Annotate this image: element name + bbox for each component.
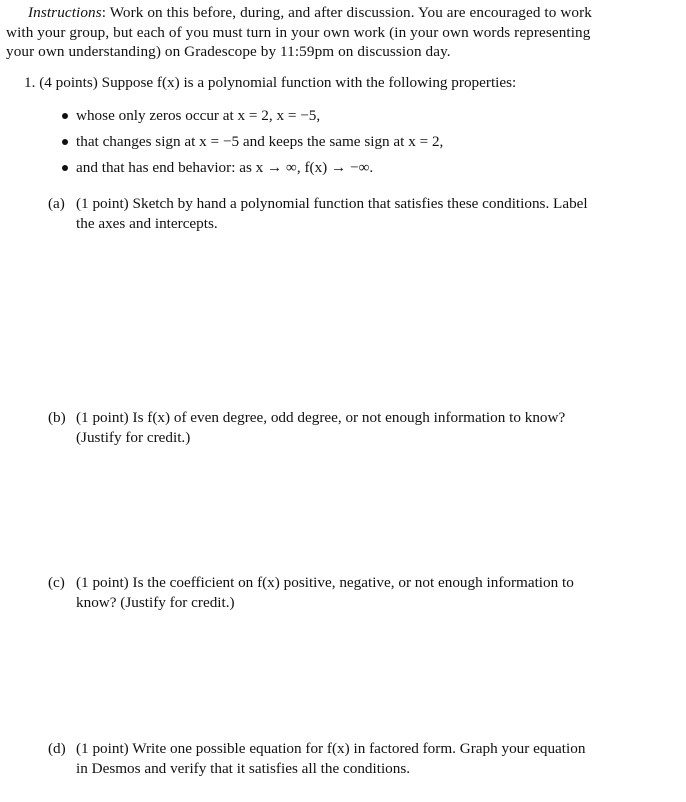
property-text: whose only zeros occur at x = 2, x = −5, [76,107,321,124]
part-text-line-1: (1 point) Is f(x) of even degree, odd degree, or not enough information to know? [76,409,566,426]
problem-number: 1. [24,74,36,91]
part-c [48,573,656,612]
part-text-line-1: (1 point) Is the coefficient on f(x) positive, negative, or not enough information to [76,574,574,591]
part-label: (a) [48,195,65,212]
bullet-icon [62,139,68,145]
property-list [62,106,656,184]
instructions-line-2: with your group, but each of you must turn in your own work (in your own words representing [6,23,591,41]
problem-text: (4 points) Suppose f(x) is a polynomial function with the following properties: [39,74,517,91]
part-b [48,408,656,447]
property-text: and that has end behavior: as x → ∞, f(x) → −∞. [76,159,374,176]
part-label: (b) [48,409,66,426]
part-text-line-2: the axes and intercepts. [76,214,218,232]
instructions-line-1-text: : Work on this before, during, and after discussion. You are encouraged to work [101,4,592,21]
property-item [62,158,656,184]
problem-1-statement [24,73,656,93]
part-text-line-1: (1 point) Sketch by hand a polynomial function that satisfies these conditions. Label [76,195,588,212]
part-a [48,194,656,233]
property-text: that changes sign at x = −5 and keeps the same sign at x = 2, [76,133,444,150]
bullet-icon [62,165,68,171]
instructions-line-3: your own understanding) on Gradescope by 11:59pm on discussion day. [6,43,451,61]
bullet-icon [62,113,68,119]
part-text-line-2: in Desmos and verify that it satisfies all the conditions. [76,759,411,777]
property-item [62,132,656,158]
part-d [48,739,656,778]
part-text-line-2: know? (Justify for credit.) [76,593,235,611]
instructions-lead: Instructions [28,4,102,21]
part-label: (c) [48,574,65,591]
instructions-paragraph [6,3,656,62]
part-text-line-1: (1 point) Write one possible equation for f(x) in factored form. Graph your equation [76,740,586,757]
part-text-line-2: (Justify for credit.) [76,428,191,446]
property-item [62,106,656,132]
part-label: (d) [48,740,66,757]
instructions-line-1 [6,3,656,23]
